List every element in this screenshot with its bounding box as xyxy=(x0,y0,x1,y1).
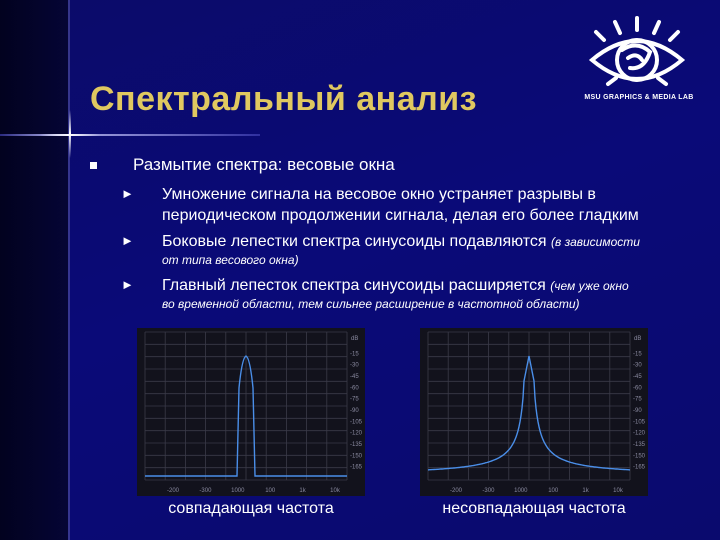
arrow-bullet-icon: ► xyxy=(121,277,134,292)
y-tick-label: -105 xyxy=(633,419,646,426)
y-tick-label: -165 xyxy=(633,464,646,471)
x-tick-label: 100 xyxy=(548,488,559,494)
bullet-3 xyxy=(162,275,629,297)
x-tick-label: -200 xyxy=(449,488,463,494)
x-tick-label: 10k xyxy=(613,488,623,494)
y-tick-label: -90 xyxy=(350,408,359,414)
bullet-2-note-cont: от типа весового окна) xyxy=(162,253,299,267)
spectrum-chart-mismatched xyxy=(420,328,648,496)
y-tick-label: -15 xyxy=(350,351,359,358)
y-tick-label: -120 xyxy=(633,430,646,437)
arrow-bullet-icon: ► xyxy=(121,233,134,248)
level1-heading: Размытие спектра: весовые окна xyxy=(133,155,395,174)
y-tick-label: -150 xyxy=(350,453,363,460)
y-tick-label: -150 xyxy=(633,453,646,460)
bullet-3-note-cont: во временной области, тем сильнее расширение в частотной области) xyxy=(162,297,580,311)
y-tick-label: -60 xyxy=(350,385,359,392)
x-tick-label: 1k xyxy=(299,488,306,494)
bullet-3-note: (чем уже окно xyxy=(550,279,629,293)
y-tick-label: -15 xyxy=(633,351,642,358)
x-tick-label: 10k xyxy=(330,488,340,494)
bullet-2 xyxy=(162,231,640,253)
x-tick-label: 100 xyxy=(265,488,276,494)
x-tick-label: -300 xyxy=(482,488,495,494)
x-tick-label: -300 xyxy=(199,488,212,494)
y-axis-label: dB xyxy=(634,336,642,342)
y-tick-label: -165 xyxy=(350,464,363,471)
spectrum-plot xyxy=(420,328,648,496)
y-tick-label: -135 xyxy=(633,442,646,448)
bullet-1-line1: Умножение сигнала на весовое окно устраняет разрывы в xyxy=(162,186,596,203)
x-tick-label: 1000 xyxy=(231,488,245,494)
sparkle-horizontal xyxy=(40,134,100,136)
spectrum-plot xyxy=(137,328,365,496)
y-tick-label: -45 xyxy=(350,374,359,380)
spectrum-chart-matched xyxy=(137,328,365,496)
x-tick-label: 1000 xyxy=(514,488,528,494)
y-tick-label: -75 xyxy=(350,396,359,403)
arrow-bullet-icon: ► xyxy=(121,186,134,201)
y-tick-label: -135 xyxy=(350,442,363,448)
y-tick-label: -30 xyxy=(633,362,642,369)
logo-caption: MSU GRAPHICS & MEDIA LAB xyxy=(584,94,694,101)
plot-background xyxy=(137,328,365,496)
y-tick-label: -75 xyxy=(633,396,642,403)
plot-background xyxy=(420,328,648,496)
x-tick-label: -200 xyxy=(166,488,180,494)
y-tick-label: -105 xyxy=(350,419,363,426)
y-axis-label: dB xyxy=(351,336,359,342)
bullet-square-icon xyxy=(90,162,97,169)
y-tick-label: -120 xyxy=(350,430,363,437)
bullet-1-line2: периодическом продолжении сигнала, делая его более гладким xyxy=(162,207,639,224)
caption-mismatched: несовпадающая частота xyxy=(442,500,626,517)
slide-title: Спектральный анализ xyxy=(90,80,478,118)
bullet-2-main: Боковые лепестки спектра синусоиды подавляются xyxy=(162,233,547,250)
y-tick-label: -60 xyxy=(633,385,642,392)
bullet-3-main: Главный лепесток спектра синусоиды расширяется xyxy=(162,277,546,294)
horizontal-rule xyxy=(0,134,260,136)
x-tick-label: 1k xyxy=(582,488,589,494)
y-tick-label: -45 xyxy=(633,374,642,380)
left-panel xyxy=(0,0,68,540)
y-tick-label: -90 xyxy=(633,408,642,414)
vertical-rule xyxy=(68,0,70,540)
y-tick-label: -30 xyxy=(350,362,359,369)
caption-matched: совпадающая частота xyxy=(168,500,334,517)
bullet-2-note: (в зависимости xyxy=(551,235,640,249)
